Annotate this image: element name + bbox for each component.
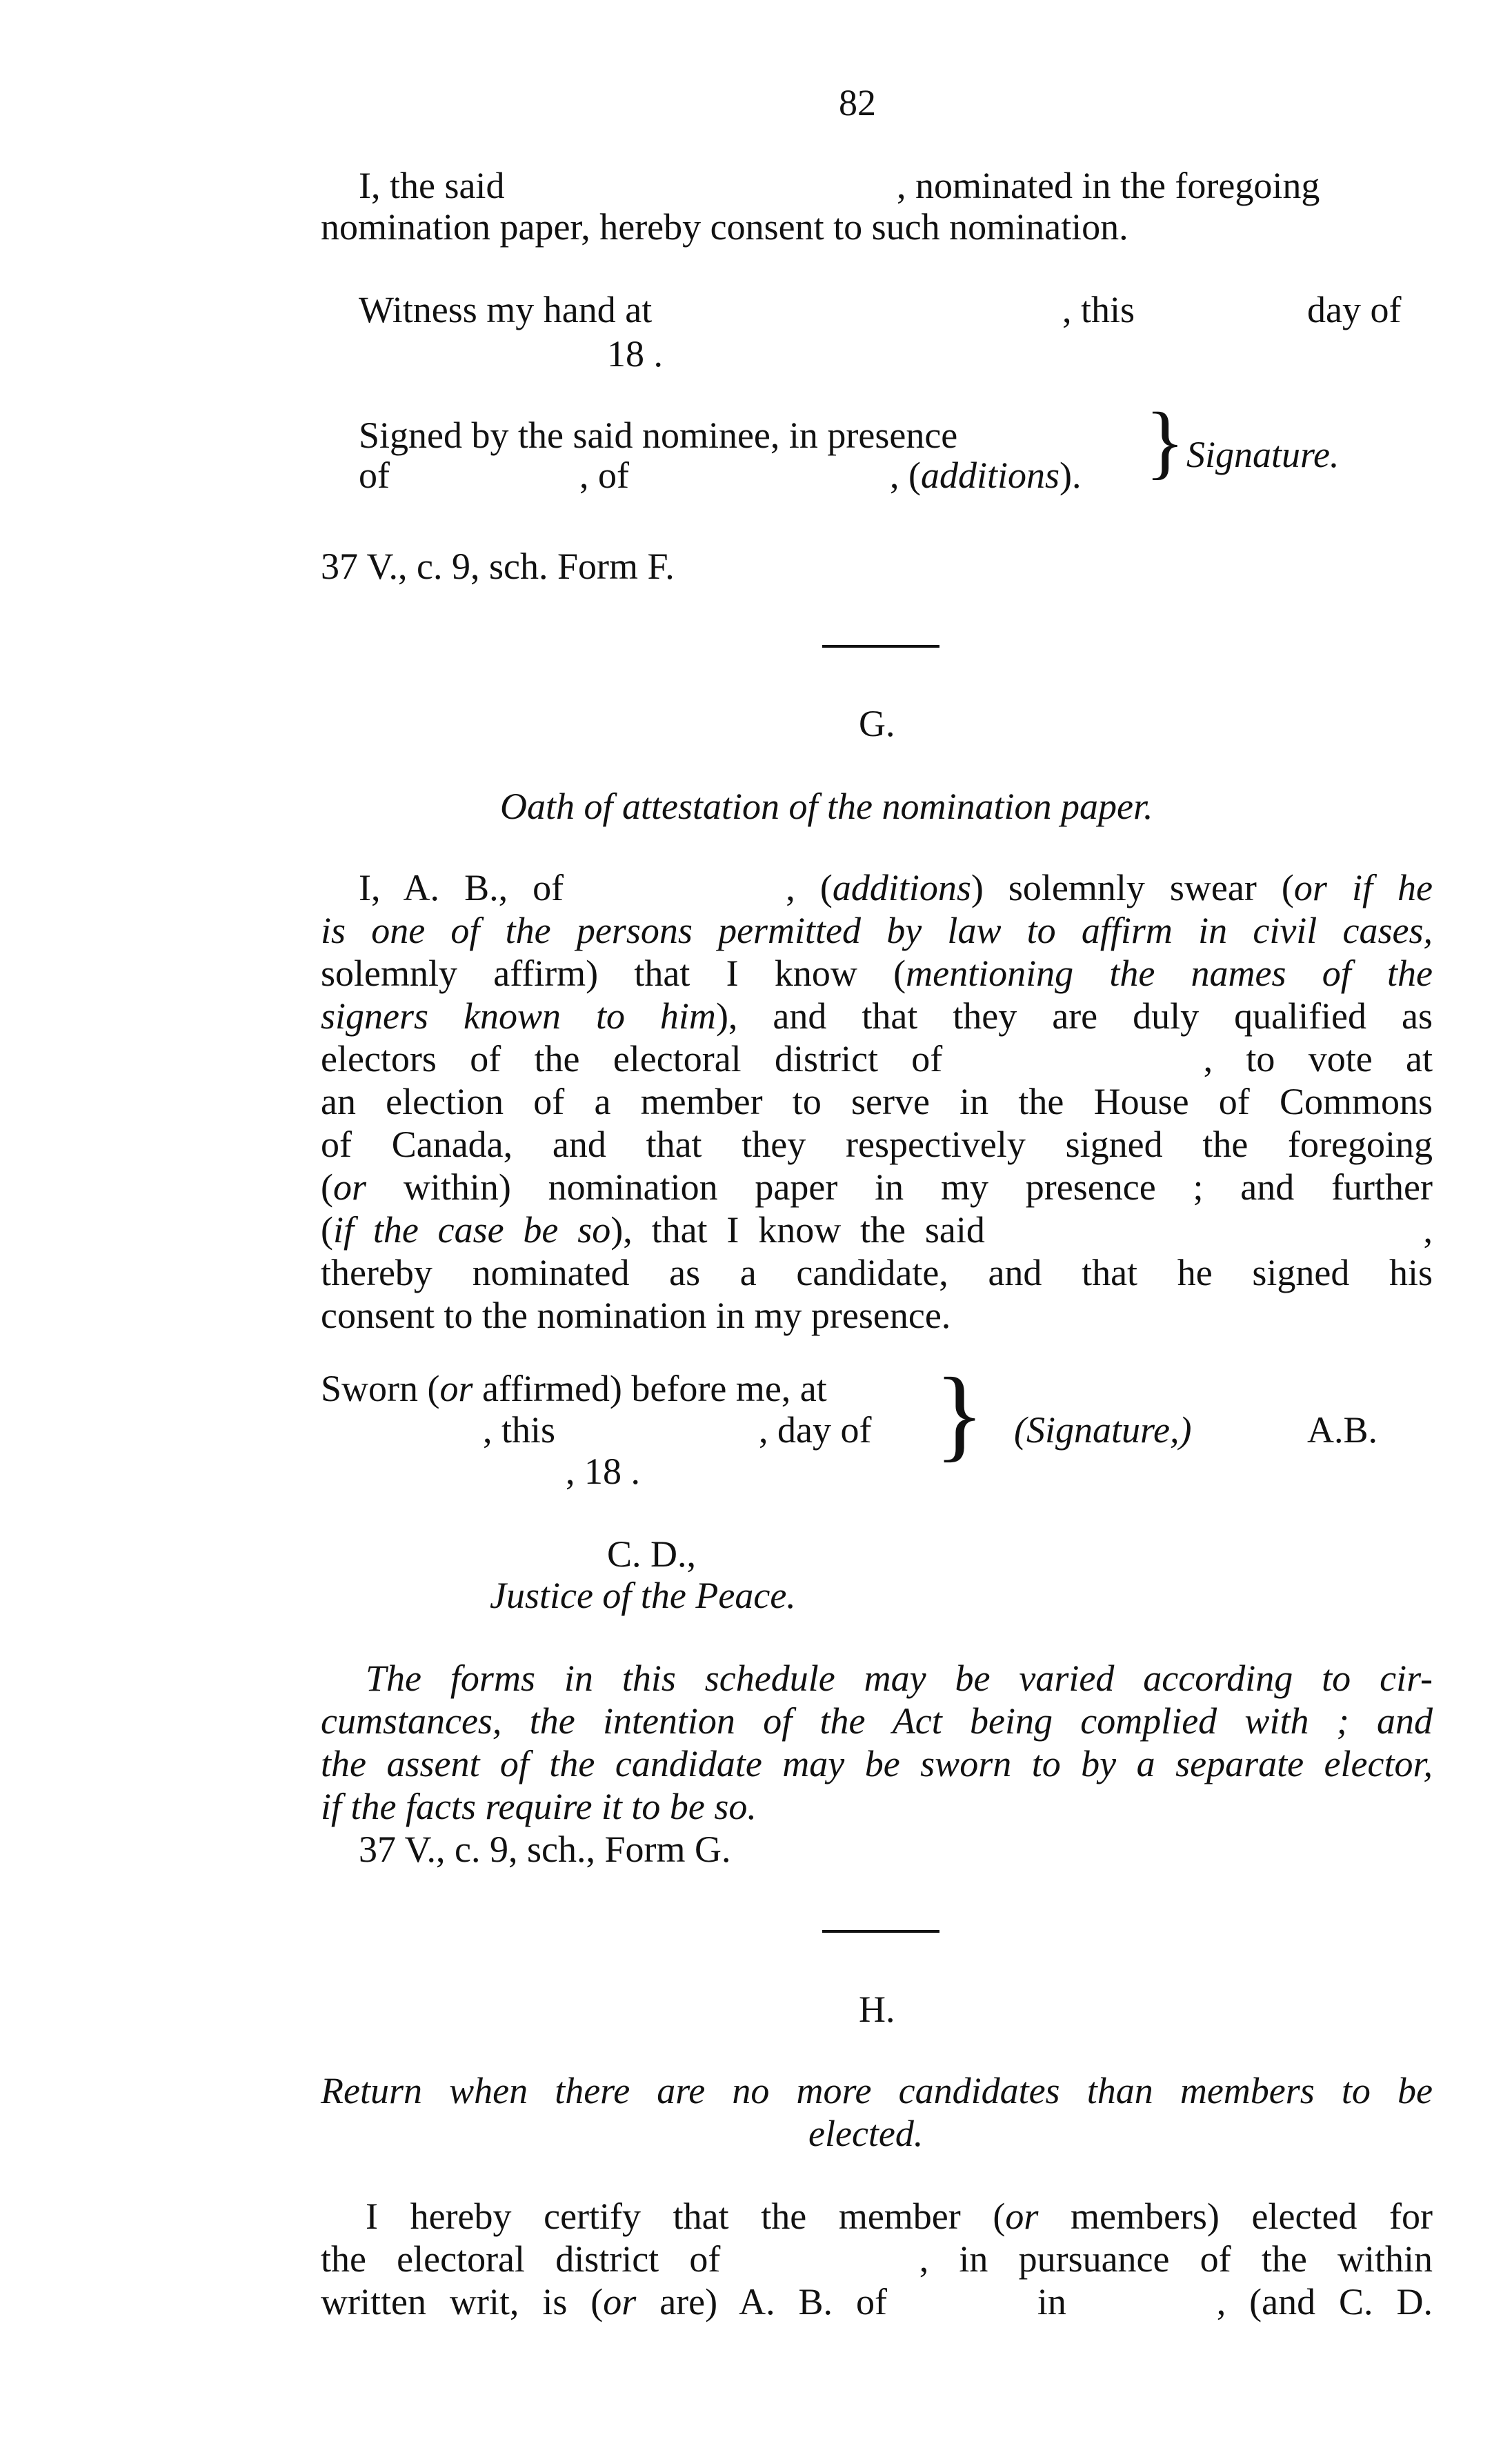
- witness-this: , this: [1062, 289, 1135, 330]
- signature-label: Signature.: [1186, 434, 1340, 475]
- page-number: 82: [839, 82, 876, 123]
- brace-sworn: }: [935, 1357, 984, 1471]
- signed-of: of: [359, 455, 390, 496]
- consent-line1-a: I, the said: [359, 165, 505, 206]
- witness-year: 18 .: [607, 333, 663, 375]
- section-divider-2: [822, 1930, 939, 1933]
- citation-form-g: 37 V., c. 9, sch., Form G.: [359, 1829, 731, 1870]
- section-h-title: [321, 2069, 1433, 2112]
- justice-of-peace: Justice of the Peace.: [490, 1575, 796, 1616]
- citation-form-f: 37 V., c. 9, sch. Form F.: [321, 546, 675, 587]
- brace-signature: }: [1145, 395, 1185, 487]
- sworn-line1: Sworn (or affirmed) before me, at: [321, 1368, 827, 1409]
- sworn-signature: (Signature,): [1014, 1409, 1192, 1451]
- oath-line-4: signers known to him), and that they are duly qualified as: [321, 995, 1433, 1037]
- return-line-2: the electoral district of , in pursuance of the within: [321, 2238, 1433, 2280]
- section-h-title-line2: elected.: [808, 2113, 924, 2154]
- oath-line-2: is one of the persons permitted by law to affirm in civil cases,: [321, 910, 1433, 951]
- oath-line-7: of Canada, and that they respectively signed the foregoing: [321, 1124, 1433, 1165]
- oath-line-6: an election of a member to serve in the House of Commons: [321, 1081, 1433, 1122]
- return-line-3: written writ, is (or are) A. B. of in , (and C. D.: [321, 2281, 1433, 2322]
- oath-paragraph: [321, 866, 1433, 1337]
- witness-text: Witness my hand at: [359, 289, 653, 330]
- note-line-4: if the facts require it to be so.: [321, 1786, 757, 1827]
- section-divider-1: [822, 645, 939, 648]
- consent-line2: nomination paper, hereby consent to such nomination.: [321, 206, 1128, 248]
- sworn-day-of: , day of: [759, 1409, 872, 1451]
- oath-line-1: I, A. B., of , (additions) solemnly swear (or if he: [359, 867, 1433, 908]
- return-line-1: I hereby certify that the member (or members) elected for: [366, 2196, 1433, 2237]
- return-paragraph: [321, 2195, 1433, 2323]
- note-paragraph: [321, 1657, 1433, 1828]
- oath-line-10: thereby nominated as a candidate, and that he signed his: [321, 1252, 1433, 1293]
- section-h-title-line1: Return when there are no more candidates than members to be: [321, 2070, 1433, 2111]
- signed-line1: Signed by the said nominee, in presence: [359, 415, 958, 456]
- signed-additions: , (additions).: [890, 455, 1082, 496]
- oath-line-8: (or within) nomination paper in my presence ; and further: [321, 1166, 1433, 1208]
- oath-line-5: electors of the electoral district of , to vote at: [321, 1038, 1433, 1080]
- signed-of-2: , of: [579, 455, 629, 496]
- note-line-3: the assent of the candidate may be sworn to by a separate elector,: [321, 1743, 1433, 1784]
- sworn-ab: A.B.: [1307, 1409, 1378, 1451]
- section-g-title: Oath of attestation of the nomination paper.: [500, 786, 1153, 827]
- note-line-1: The forms in this schedule may be varied according to cir-: [366, 1658, 1433, 1699]
- consent-line1-b: , nominated in the foregoing: [897, 165, 1320, 206]
- oath-line-9: (if the case be so), that I know the said ,: [321, 1209, 1433, 1251]
- witness-day-of: day of: [1307, 289, 1402, 330]
- oath-line-11: consent to the nomination in my presence.: [321, 1295, 951, 1336]
- note-line-2: cumstances, the intention of the Act being complied with ; and: [321, 1700, 1433, 1742]
- sworn-year: , 18 .: [566, 1451, 640, 1492]
- section-h-letter: H.: [859, 1989, 895, 2030]
- sworn-this: , this: [483, 1409, 556, 1451]
- oath-line-3: solemnly affirm) that I know (mentioning the names of the: [321, 953, 1433, 994]
- sworn-cd: C. D.,: [607, 1533, 697, 1575]
- section-g-letter: G.: [859, 703, 895, 744]
